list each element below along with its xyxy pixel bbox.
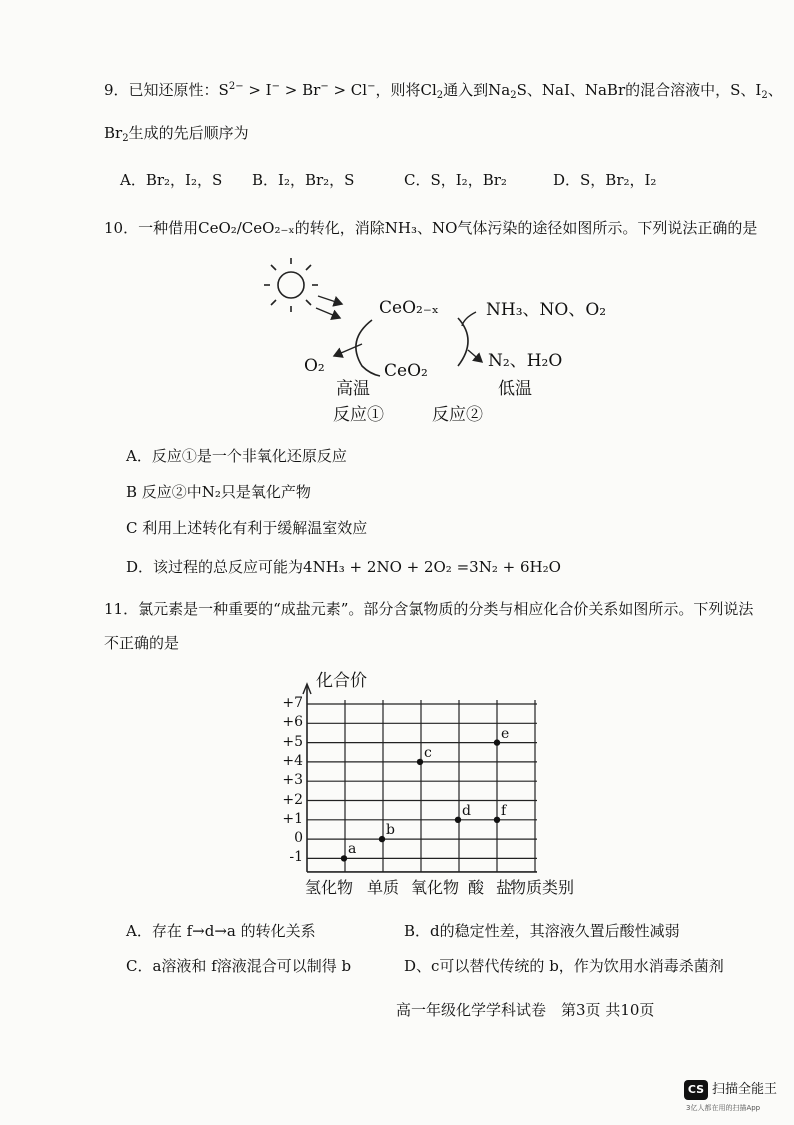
- sun-icon: [264, 258, 318, 312]
- x-category-label: 氧化物: [411, 878, 460, 897]
- chart-xlabel: 物质类别: [510, 878, 575, 897]
- q10-option-a: A．反应①是一个非氧化还原反应: [126, 447, 347, 465]
- cycle-arrow-left: [356, 320, 380, 376]
- reactants-label: NH₃、NO、O₂: [486, 300, 607, 320]
- y-tick-label: -1: [289, 849, 303, 866]
- y-tick-label: +4: [282, 752, 303, 769]
- y-tick-label: +2: [282, 791, 303, 808]
- products-label: N₂、H₂O: [488, 351, 563, 371]
- point-label-b: b: [386, 822, 395, 839]
- y-tick-label: +5: [282, 733, 303, 750]
- y-tick-label: 0: [294, 830, 303, 847]
- y-tick-label: +6: [282, 714, 303, 731]
- q9-option-d: D．S，Br₂，I₂: [553, 171, 657, 189]
- point-c: [417, 759, 423, 765]
- reactant-arrow: [462, 312, 476, 326]
- high-temp-label: 高温: [336, 379, 370, 399]
- point-label-a: a: [348, 841, 357, 858]
- q10-stem: 10．一种借用CeO₂/CeO₂₋ₓ的转化，消除NH₃、NO气体污染的途径如图所示。下列说法正确的是: [104, 219, 758, 237]
- reaction1-label: 反应①: [333, 405, 384, 425]
- q9-line1: 9．已知还原性：$S^{2-} > I^- > Br^- > Cl^-$，则将$Cl_2$通入到$Na_2S$、NaI、NaBr的混合溶液中，S、$I_2$、: [104, 81, 783, 101]
- scanner-name: 扫描全能王: [712, 1082, 778, 1097]
- x-category-label: 氢化物: [305, 878, 354, 897]
- q11-option-d: D、c可以替代传统的 b，作为饮用水消毒杀菌剂: [404, 957, 724, 975]
- point-a: [341, 855, 347, 861]
- q11-stem-line1: 11．氯元素是一种重要的“成盐元素”。部分含氯物质的分类与相应化合价关系如图所示。下列说法: [104, 600, 754, 618]
- reaction2-label: 反应②: [432, 405, 483, 425]
- o2-label: O₂: [304, 356, 325, 376]
- page-footer: 高一年级化学学科试卷 第3页 共10页: [396, 1001, 655, 1019]
- point-label-e: e: [501, 725, 510, 742]
- x-category-label: 单质: [367, 878, 400, 897]
- q11-stem-line2: 不正确的是: [104, 634, 180, 652]
- scanner-tagline: 3亿人都在用的扫描App: [686, 1104, 761, 1112]
- point-label-c: c: [424, 744, 432, 761]
- q10-option-d: D．该过程的总反应可能为4NH₃ + 2NO + 2O₂ =3N₂ + 6H₂O: [126, 558, 561, 576]
- y-tick-label: +1: [282, 810, 303, 827]
- point-d: [455, 817, 461, 823]
- ceo2-label: CeO₂: [384, 361, 428, 381]
- light-arrow: [316, 308, 340, 318]
- q9-option-b: B．I₂，Br₂，S: [252, 171, 355, 189]
- point-b: [379, 836, 385, 842]
- y-axis-arrow: [303, 684, 311, 694]
- scanner-logo: CS: [684, 1080, 708, 1100]
- point-e: [494, 739, 500, 745]
- q10-option-b: B 反应②中N₂只是氧化产物: [126, 483, 311, 501]
- point-label-d: d: [462, 802, 471, 819]
- point-label-f: f: [501, 802, 507, 819]
- o2-release-arrow: [334, 344, 362, 356]
- x-category-label: 酸: [468, 878, 485, 897]
- cycle-arrow-right: [458, 318, 468, 366]
- light-arrow: [318, 296, 342, 304]
- q11-option-c: C．a溶液和 f溶液混合可以制得 b: [126, 957, 352, 975]
- q11-option-b: B．d的稳定性差，其溶液久置后酸性减弱: [404, 922, 680, 940]
- q9-option-c: C．S，I₂，Br₂: [404, 171, 507, 189]
- point-f: [494, 817, 500, 823]
- chart-ylabel: 化合价: [316, 671, 367, 691]
- ceo2x-label: CeO₂₋ₓ: [379, 298, 439, 318]
- q11-option-a: A．存在 f→d→a 的转化关系: [126, 922, 316, 940]
- q9-option-a: A．Br₂，I₂，S: [120, 171, 223, 189]
- y-tick-label: +7: [282, 695, 303, 711]
- q10-option-c: C 利用上述转化有利于缓解温室效应: [126, 519, 368, 537]
- q9-line2: $Br_2$生成的先后顺序为: [104, 124, 249, 144]
- x-category-label: 盐: [496, 878, 513, 897]
- low-temp-label: 低温: [498, 379, 532, 399]
- y-tick-label: +3: [282, 772, 303, 789]
- product-arrow: [468, 350, 482, 362]
